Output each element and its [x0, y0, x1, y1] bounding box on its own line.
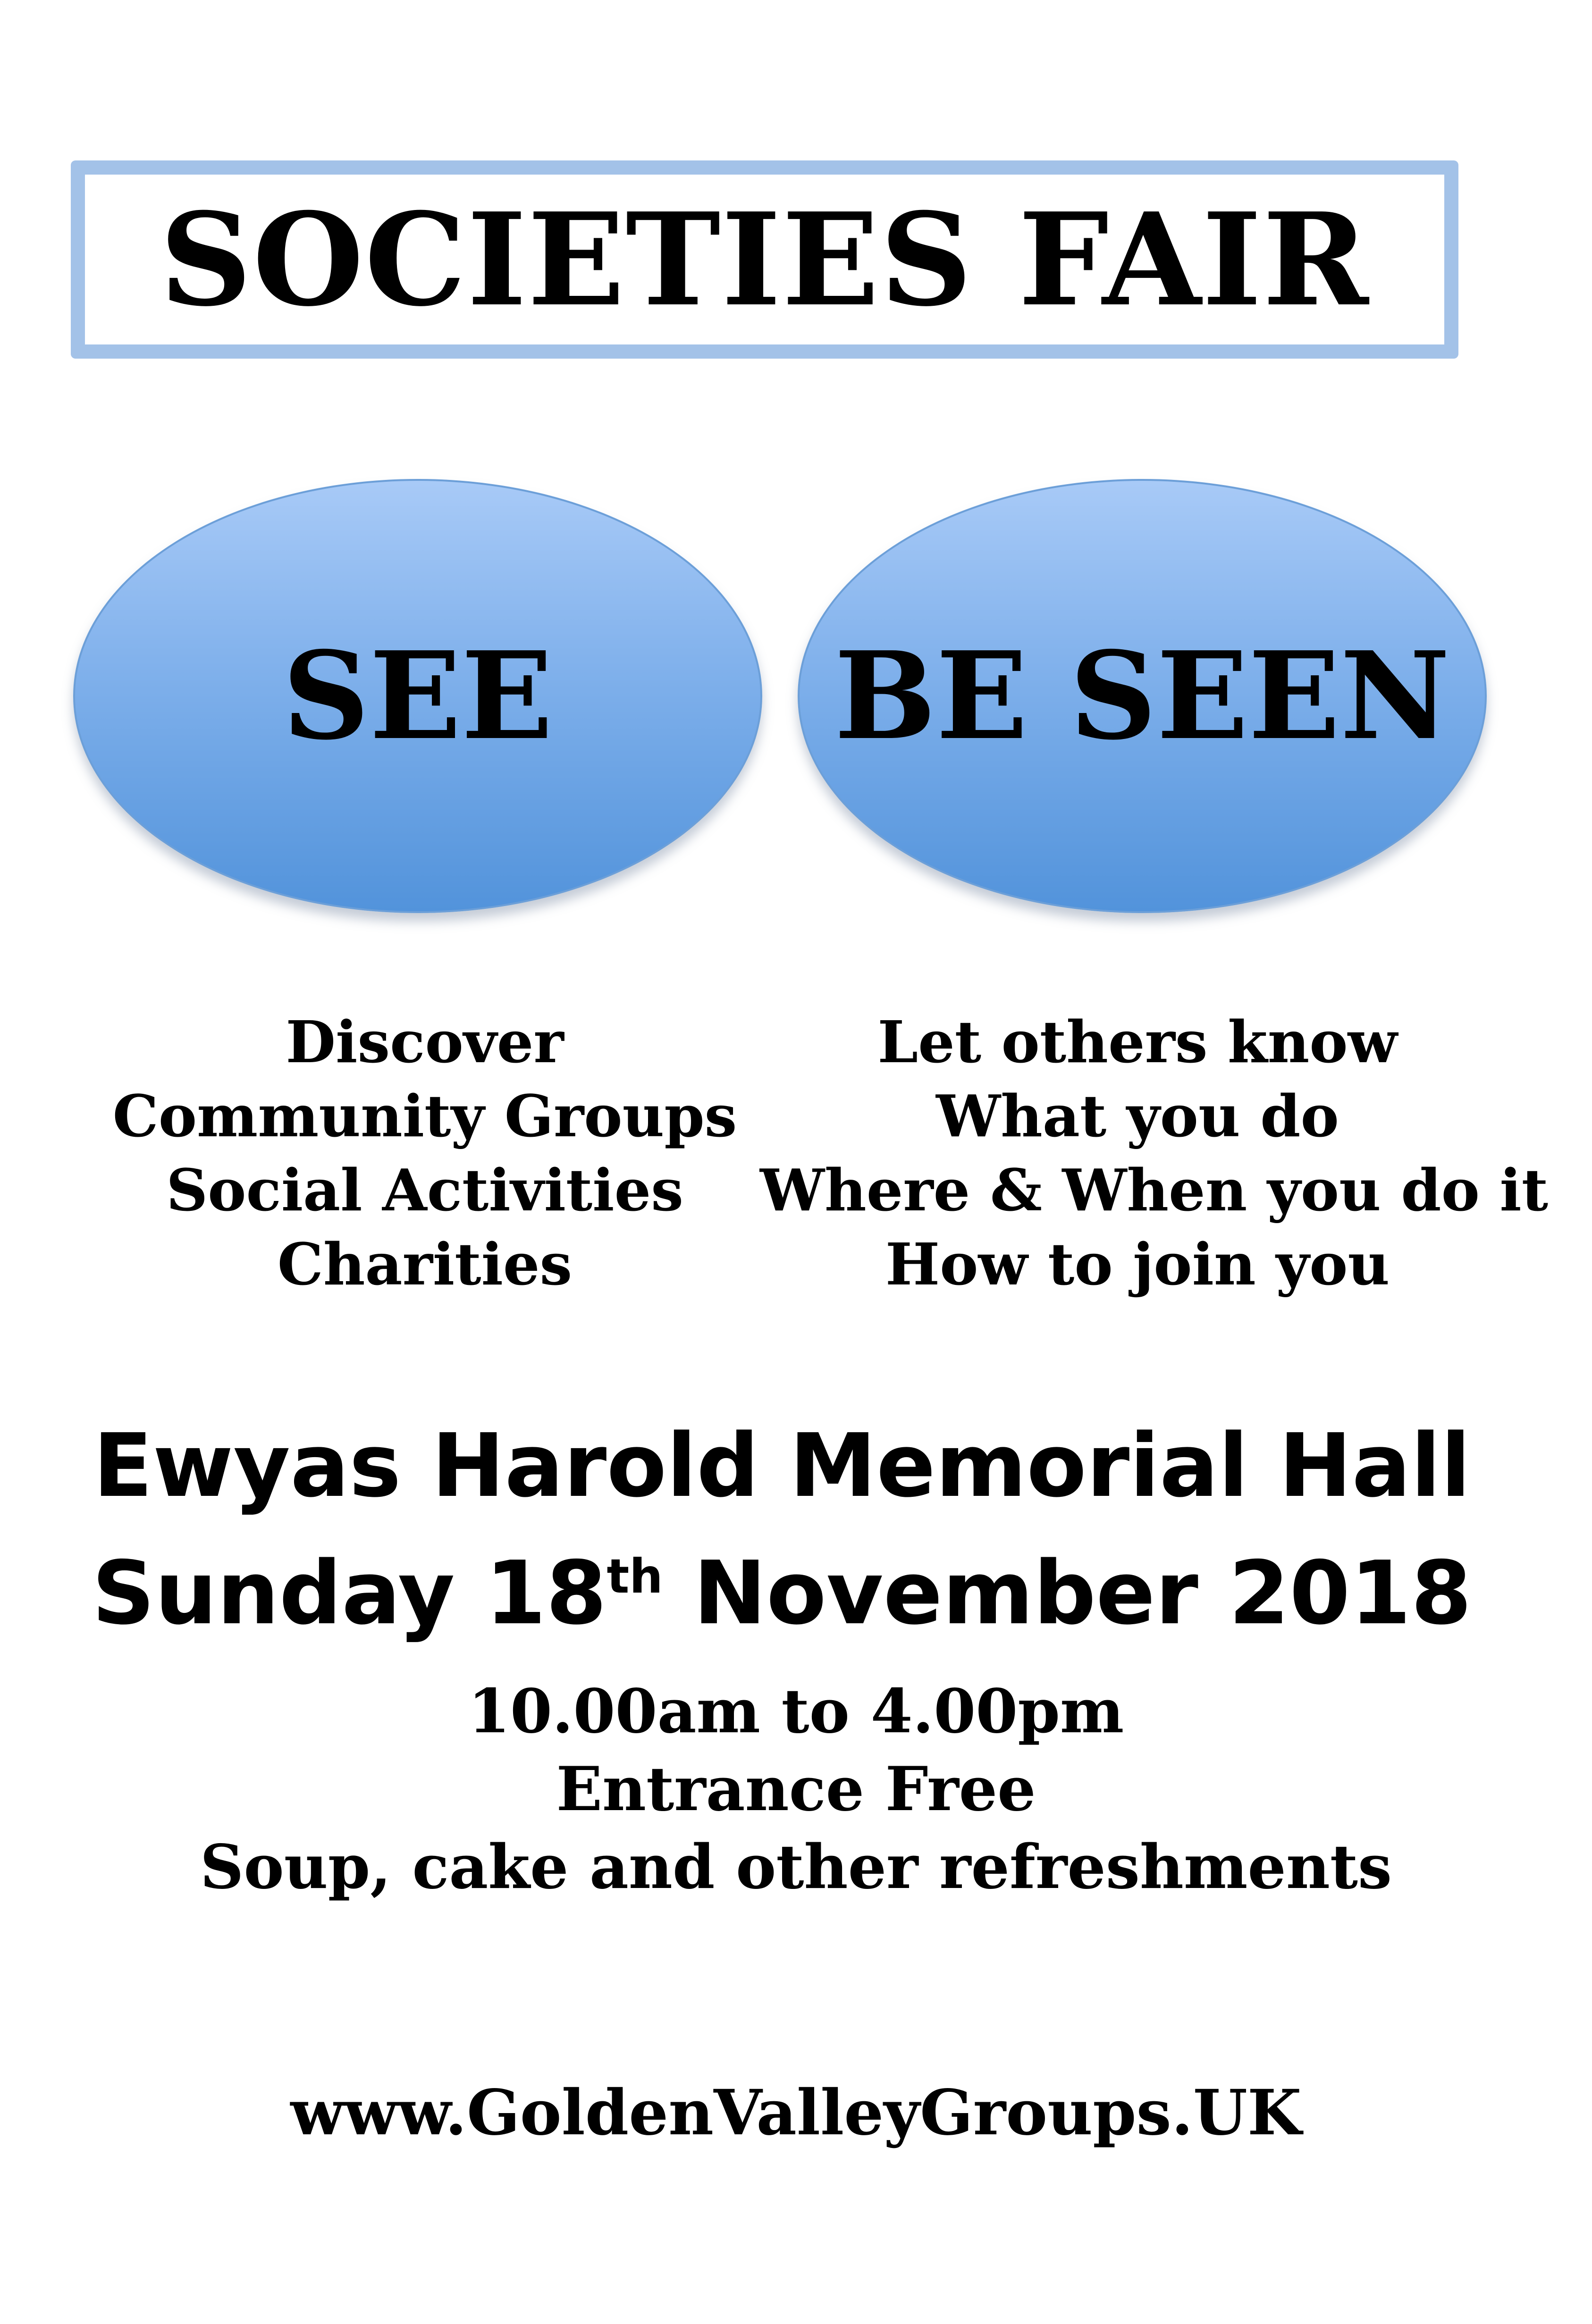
event-date — [0, 1541, 1578, 1645]
poster-title: SOCIETIES FAIR — [160, 185, 1370, 335]
website-url: www.GoldenValleyGroups.UK — [290, 2076, 1302, 2149]
be-seen-list — [760, 1005, 1549, 1301]
see-line: Discover — [286, 1008, 564, 1076]
see-line: Social Activities — [166, 1156, 683, 1224]
be-seen-heading: BE SEEN — [834, 625, 1450, 767]
event-details — [0, 1673, 1592, 1906]
date-rest: November 2018 — [663, 1542, 1472, 1644]
see-line: Community Groups — [112, 1082, 737, 1150]
date-suffix: th — [606, 1549, 663, 1604]
be-seen-line: What you do — [936, 1082, 1339, 1150]
entrance-info: Entrance Free — [556, 1754, 1036, 1825]
refreshments-info: Soup, cake and other refreshments — [200, 1832, 1392, 1903]
date-weekday: Sunday 18 — [92, 1542, 607, 1644]
see-ellipse — [73, 479, 762, 913]
see-line: Charities — [277, 1230, 573, 1298]
see-heading: SEE — [282, 625, 553, 767]
see-list — [94, 1005, 755, 1301]
event-time: 10.00am to 4.00pm — [468, 1676, 1124, 1747]
be-seen-line: Where & When you do it — [760, 1156, 1549, 1224]
be-seen-line: How to join you — [885, 1230, 1390, 1298]
be-seen-ellipse — [798, 479, 1487, 913]
be-seen-line: Let others know — [877, 1008, 1398, 1076]
title-box — [71, 160, 1458, 359]
venue-name: Ewyas Harold Memorial Hall — [93, 1415, 1471, 1517]
